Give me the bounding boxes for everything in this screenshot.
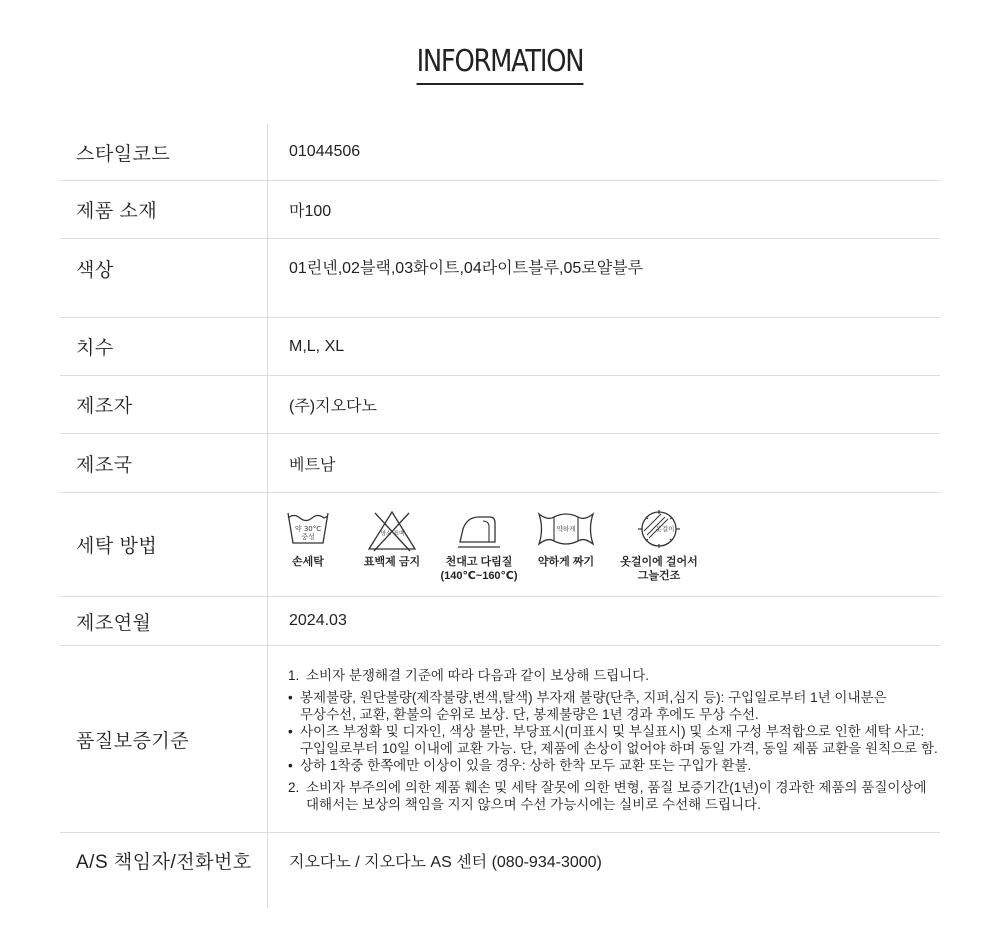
no-bleach-bleach: 표백 <box>393 530 405 537</box>
row-date <box>60 597 940 646</box>
warranty-bullet: • 사이즈 부정확 및 디자인, 색상 불만, 부당표시(미표시 및 부실표시) 및 소재 구성 부적합으로 인한 세탁 사고: 구입일로부터 10일 이내에 교환 가능. 단, 제품에 손상이 없어야 하며 동일 가격, 동일 제품 교환을 원칙으로 함. <box>288 724 938 756</box>
care-label-no-bleach: 표백제 금지 <box>363 555 421 568</box>
label-warranty: 품질보증기준 <box>60 646 268 832</box>
row-as <box>60 833 940 908</box>
care-icons <box>284 509 701 583</box>
row-color <box>60 239 940 318</box>
hang-dry-icon <box>634 509 684 549</box>
no-bleach-icon <box>366 509 418 553</box>
page-title-wrap <box>0 44 1000 85</box>
care-label-iron: 천대고 다림질 (140℃~160℃) <box>440 555 518 582</box>
gentle-wring-icon <box>536 509 596 549</box>
warranty-bullets <box>288 689 938 774</box>
care-wring <box>533 509 599 569</box>
row-material <box>60 181 940 239</box>
label-date: 제조연월 <box>60 597 268 645</box>
warranty-bullet: • 상하 1착중 한쪽에만 이상이 있을 경우: 상하 한착 모두 교환 또는 구입가 환불. <box>288 758 752 773</box>
label-style-code: 스타일코드 <box>60 124 268 180</box>
warranty-item-1-text: 소비자 분쟁해결 기준에 따라 다음과 같이 보상해 드립니다. <box>306 668 649 683</box>
care-no-bleach <box>357 509 427 569</box>
value-wash <box>268 493 940 596</box>
value-style-code: 01044506 <box>289 143 361 160</box>
value-maker: (주)지오다노 <box>289 398 377 415</box>
care-hand-wash <box>284 509 332 569</box>
warranty-bullet-text: 봉제불량, 원단불량(제작불량,변색,탈색) 부자재 불량(단추, 지퍼,심지 등): 구입일로부터 1년 이내분은 무상수선, 교환, 환불의 순위로 보상. 단, 봉제불량은 1년 경과 후에도 무상 수선. <box>300 690 887 722</box>
warranty-text <box>288 665 938 813</box>
value-warranty <box>268 646 940 832</box>
page-title: INFORMATION <box>417 44 584 85</box>
warranty-item-1-num: 1. <box>288 668 300 683</box>
label-as: A/S 책임자/전화번호 <box>60 833 268 908</box>
row-size <box>60 318 940 376</box>
value-date: 2024.03 <box>289 612 347 629</box>
info-table <box>60 124 940 908</box>
warranty-bullet: • 봉제불량, 원단불량(제작불량,변색,탈색) 부자재 불량(단추, 지퍼,심지 등): 구입일로부터 1년 이내분은 무상수선, 교환, 환불의 순위로 보상. 단, 봉제불량은 1년 경과 후에도 무상 수선. <box>288 690 887 722</box>
row-country <box>60 434 940 493</box>
hang-dry-hanger: 옷걸이 <box>655 524 675 533</box>
row-style-code <box>60 124 940 181</box>
hand-wash-icon <box>286 509 330 549</box>
label-size: 치수 <box>60 318 268 375</box>
warranty-bullet-text: 상하 1착중 한쪽에만 이상이 있을 경우: 상하 한착 모두 교환 또는 구입가 환불. <box>300 758 752 773</box>
warranty-item-2-text: 소비자 부주의에 의한 제품 훼손 및 세탁 잘못에 의한 변형, 품질 보증기간(1년)이 경과한 제품의 품질이상에 대해서는 보상의 책임을 지지 않으며 수선 가능시에는 실비로 수선해 드립니다. <box>306 780 927 812</box>
warranty-bullet-text: 사이즈 부정확 및 디자인, 색상 불만, 부당표시(미표시 및 부실표시) 및 소재 구성 부적합으로 인한 세탁 사고: 구입일로부터 10일 이내에 교환 가능. 단, 제품에 손상이 없어야 하며 동일 가격, 동일 제품 교환을 원칙으로 함. <box>300 724 938 756</box>
label-country: 제조국 <box>60 434 268 492</box>
label-material: 제품 소재 <box>60 181 268 238</box>
warranty-item-1 <box>288 667 938 684</box>
value-material: 마100 <box>289 203 332 220</box>
value-color: 01린넨,02블랙,03화이트,04라이트블루,05로얄블루 <box>289 260 644 277</box>
care-label-hand-wash: 손세탁 <box>292 555 324 568</box>
care-label-wring: 약하게 짜기 <box>537 555 595 568</box>
label-maker: 제조자 <box>60 376 268 433</box>
warranty-item-2 <box>288 779 938 813</box>
hand-wash-temp: 약 30°C <box>294 524 322 533</box>
value-as: 지오다노 / 지오다노 AS 센터 (080-934-3000) <box>289 854 602 871</box>
hand-wash-neutral: 중성 <box>301 532 315 541</box>
no-bleach-chlorine: 염소 <box>380 530 392 537</box>
care-iron <box>437 509 521 583</box>
row-maker <box>60 376 940 434</box>
row-wash <box>60 493 940 597</box>
warranty-item-2-num: 2. <box>288 780 300 795</box>
wring-gentle: 약하게 <box>556 524 576 533</box>
row-warranty <box>60 646 940 833</box>
value-country: 베트남 <box>289 456 336 474</box>
value-size: M,L, XL <box>289 337 345 355</box>
care-label-hang-dry: 옷걸이에 걸어서 그늘건조 <box>620 555 698 582</box>
label-color: 색상 <box>60 239 268 317</box>
care-hang-dry <box>617 509 701 583</box>
label-wash: 세탁 방법 <box>60 493 268 596</box>
iron-icon <box>455 509 503 553</box>
